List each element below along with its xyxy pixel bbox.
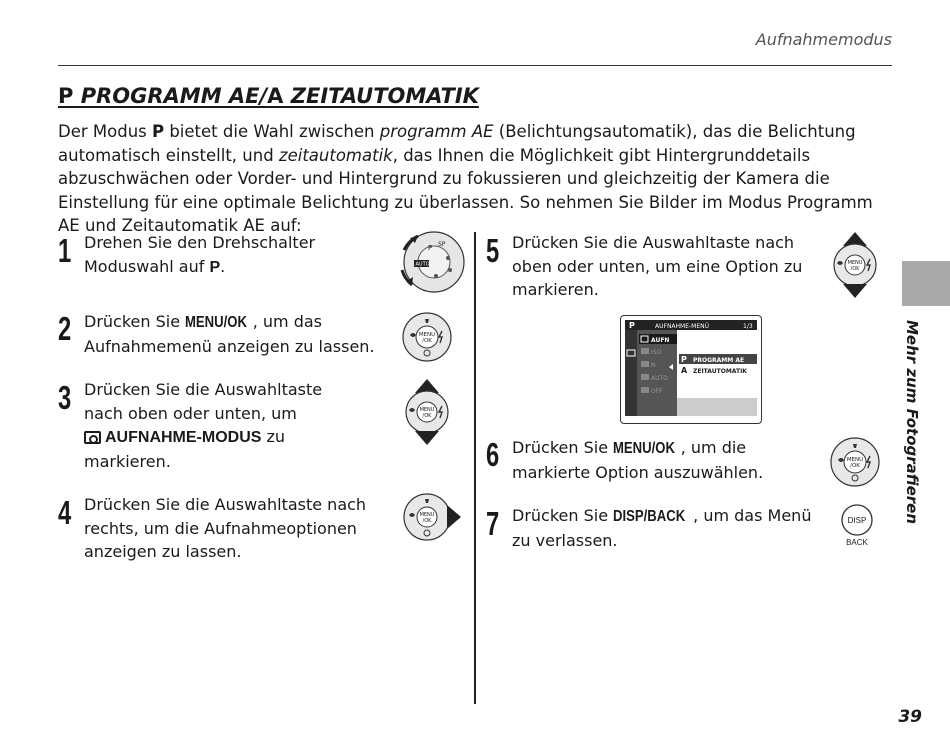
step-5-text: Drücken Sie die Auswahltaste nach oben oder unten, um eine Option zu markieren. <box>512 233 803 299</box>
svg-text:MENU: MENU <box>846 457 864 463</box>
column-divider <box>474 232 476 704</box>
svg-text:PROGRAMM AE: PROGRAMM AE <box>693 357 745 364</box>
running-head: Aufnahmemodus <box>755 30 892 49</box>
step-6-number: 6 <box>486 436 500 473</box>
page-number: 39 <box>898 707 922 727</box>
svg-text:/OK: /OK <box>850 463 860 469</box>
camera-icon <box>84 431 101 444</box>
svg-text:MENU: MENU <box>847 260 863 266</box>
svg-text:AUFNAHME-MENÜ: AUFNAHME-MENÜ <box>655 323 710 330</box>
svg-text:P: P <box>681 355 687 364</box>
svg-text:AUFN: AUFN <box>651 337 670 344</box>
menu-ok-button-icon-2 <box>829 436 881 488</box>
chapter-tab-label: Mehr zum Fotografieren <box>903 320 921 525</box>
svg-text:MENU: MENU <box>419 407 435 413</box>
svg-text:MENU: MENU <box>419 512 435 518</box>
step-4-number: 4 <box>58 494 72 531</box>
chapter-tab <box>902 261 950 306</box>
svg-text:N: N <box>651 362 656 369</box>
svg-text:MENU: MENU <box>418 332 436 338</box>
svg-text:/OK: /OK <box>422 413 432 419</box>
svg-text:1/3: 1/3 <box>743 323 753 330</box>
dial-p-label: P <box>428 244 433 252</box>
camera-menu-screen <box>620 315 762 424</box>
step-2-text: Drücken Sie MENU/OK , um das Aufnahmemenü anzeigen zu lassen. <box>84 312 375 356</box>
step-5-number: 5 <box>486 232 500 269</box>
svg-text:P: P <box>629 321 635 330</box>
svg-text:/OK: /OK <box>422 338 432 344</box>
step-7-number: 7 <box>486 505 500 542</box>
step-1-text: Drehen Sie den Drehschalter Moduswahl auf P. <box>84 233 316 276</box>
svg-text:OFF: OFF <box>651 388 663 395</box>
step-4-text: Drücken Sie die Auswahltaste nach rechts, um die Aufnahmeoptionen anzeigen zu lassen. <box>84 495 367 561</box>
step-6-text: Drücken Sie MENU/OK , um die markierte Option auszuwählen. <box>512 438 764 482</box>
step-1-number: 1 <box>58 232 72 269</box>
selector-up-down-icon <box>401 377 453 447</box>
svg-text:ZEITAUTOMATIK: ZEITAUTOMATIK <box>693 368 747 375</box>
svg-text:ISO: ISO <box>651 349 662 356</box>
mode-dial-icon <box>390 230 466 294</box>
dial-auto-label: AUTO <box>415 261 430 268</box>
svg-text:AUTO: AUTO <box>651 375 668 382</box>
svg-text:/OK: /OK <box>850 266 860 272</box>
step-3-number: 3 <box>58 379 72 416</box>
svg-text:DISP: DISP <box>847 516 867 525</box>
svg-text:A: A <box>681 366 688 375</box>
section-title: P PROGRAMM AE/A ZEITAUTOMATIK <box>58 84 479 108</box>
svg-text:BACK: BACK <box>846 538 868 547</box>
step-7-text: Drücken Sie DISP/BACK , um das Menü zu verlassen. <box>512 506 812 550</box>
selector-right-icon <box>401 491 463 543</box>
step-2-number: 2 <box>58 310 72 347</box>
dial-sp-label: SP <box>438 241 446 248</box>
selector-up-down-icon-2 <box>829 230 881 300</box>
svg-text:/OK: /OK <box>422 518 432 524</box>
disp-back-button-icon <box>838 503 876 549</box>
intro-paragraph: Der Modus P bietet die Wahl zwischen programm AE (Belichtungsautomatik), das die Belichtung automatisch einstellt, und zeitautomatik, das Ihnen die Möglichkeit gibt Hintergrunddetails abzuschwächen oder Vorder- und Hintergrund zu fokussieren und gleichzeitig der Kamera die Einstellung für eine optimale Belichtung zu überlassen. So nehmen Sie Bilder im Modus Programm AE und Zeitautomatik AE auf: <box>58 122 873 235</box>
menu-ok-button-icon <box>401 311 453 363</box>
step-3-text: Drücken Sie die Auswahltaste nach oben oder unten, um AUFNAHME-MODUS zu markieren. <box>84 380 323 471</box>
header-rule <box>58 65 892 66</box>
